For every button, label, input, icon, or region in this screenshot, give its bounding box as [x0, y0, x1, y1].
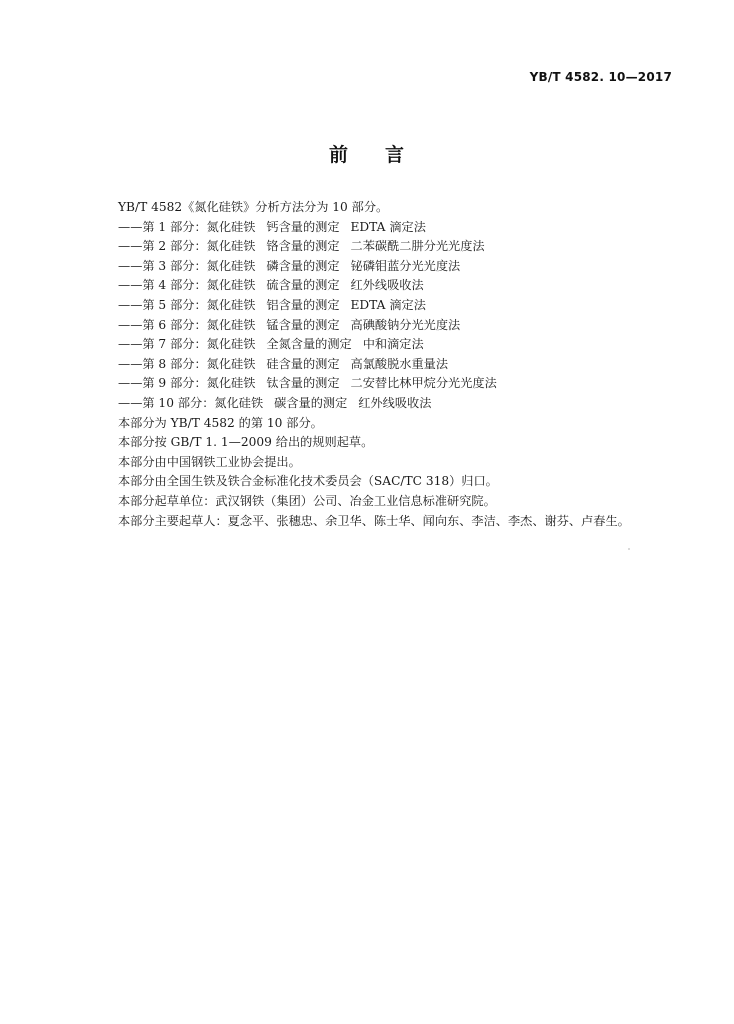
part-prefix: ——第 10 部分：氮化硅铁	[118, 395, 264, 410]
part-method: EDTA 滴定法	[350, 219, 426, 234]
part-method: 铋磷钼蓝分光光度法	[350, 258, 461, 273]
part-prefix: ——第 7 部分：氮化硅铁	[118, 337, 256, 352]
part-item: 铬含量的测定	[266, 239, 340, 254]
statement-part-number: 本部分为 YB/T 4582 的第 10 部分。	[118, 415, 323, 430]
title-char-1: 前	[328, 144, 349, 166]
part-method: 红外线吸收法	[350, 278, 424, 293]
statement-drafting-rules: 本部分按 GB/T 1. 1—2009 给出的规则起草。	[118, 435, 374, 450]
part-method: 中和滴定法	[362, 337, 424, 352]
part-item: 钛含量的测定	[266, 376, 340, 391]
part-method: EDTA 滴定法	[350, 297, 426, 312]
title-char-2: 言	[385, 144, 406, 166]
part-list-item	[118, 296, 708, 316]
page-title	[0, 140, 734, 167]
part-prefix: ——第 9 部分：氮化硅铁	[118, 376, 256, 391]
part-list-item	[118, 335, 708, 355]
part-list-item	[118, 316, 708, 336]
statement-committee: 本部分由全国生铁及铁合金标准化技术委员会（SAC/TC 318）归口。	[118, 474, 498, 489]
part-list-item	[118, 257, 708, 277]
part-prefix: ——第 2 部分：氮化硅铁	[118, 239, 256, 254]
part-item: 铝含量的测定	[266, 297, 340, 312]
foreword-body	[118, 198, 708, 531]
part-method: 二安替比林甲烷分光光度法	[350, 376, 497, 391]
part-list-item	[118, 237, 708, 257]
part-list-item	[118, 394, 708, 414]
part-list-item	[118, 218, 708, 238]
part-item: 磷含量的测定	[266, 258, 340, 273]
part-method: 红外线吸收法	[358, 395, 432, 410]
statement-drafters: 本部分主要起草人：夏念平、张穗忠、余卫华、陈士华、闻向东、李洁、李杰、谢芬、卢春生。	[118, 513, 630, 528]
part-prefix: ——第 4 部分：氮化硅铁	[118, 278, 256, 293]
part-item: 锰含量的测定	[266, 317, 340, 332]
part-item: 硅含量的测定	[266, 356, 340, 371]
part-list-item	[118, 374, 708, 394]
part-list-item	[118, 355, 708, 375]
part-method: 高碘酸钠分光光度法	[350, 317, 461, 332]
intro-paragraph: YB/T 4582《氮化硅铁》分析方法分为 10 部分。	[118, 200, 389, 214]
part-prefix: ——第 1 部分：氮化硅铁	[118, 219, 256, 234]
part-method: 高氯酸脱水重量法	[350, 356, 449, 371]
part-item: 硫含量的测定	[266, 278, 340, 293]
part-item: 碳含量的测定	[274, 395, 348, 410]
part-prefix: ——第 5 部分：氮化硅铁	[118, 297, 256, 312]
statement-proposer: 本部分由中国钢铁工业协会提出。	[118, 454, 301, 469]
standard-code: YB/T 4582. 10—2017	[529, 70, 672, 84]
part-list-item	[118, 276, 708, 296]
statement-drafting-units: 本部分起草单位：武汉钢铁（集团）公司、冶金工业信息标准研究院。	[118, 493, 496, 508]
part-prefix: ——第 6 部分：氮化硅铁	[118, 317, 256, 332]
part-prefix: ——第 8 部分：氮化硅铁	[118, 356, 256, 371]
part-item: 钙含量的测定	[266, 219, 340, 234]
part-prefix: ——第 3 部分：氮化硅铁	[118, 258, 256, 273]
part-method: 二苯碳酰二肼分光光度法	[350, 239, 485, 254]
part-item: 全氮含量的测定	[266, 337, 352, 352]
scan-speck	[628, 548, 630, 550]
